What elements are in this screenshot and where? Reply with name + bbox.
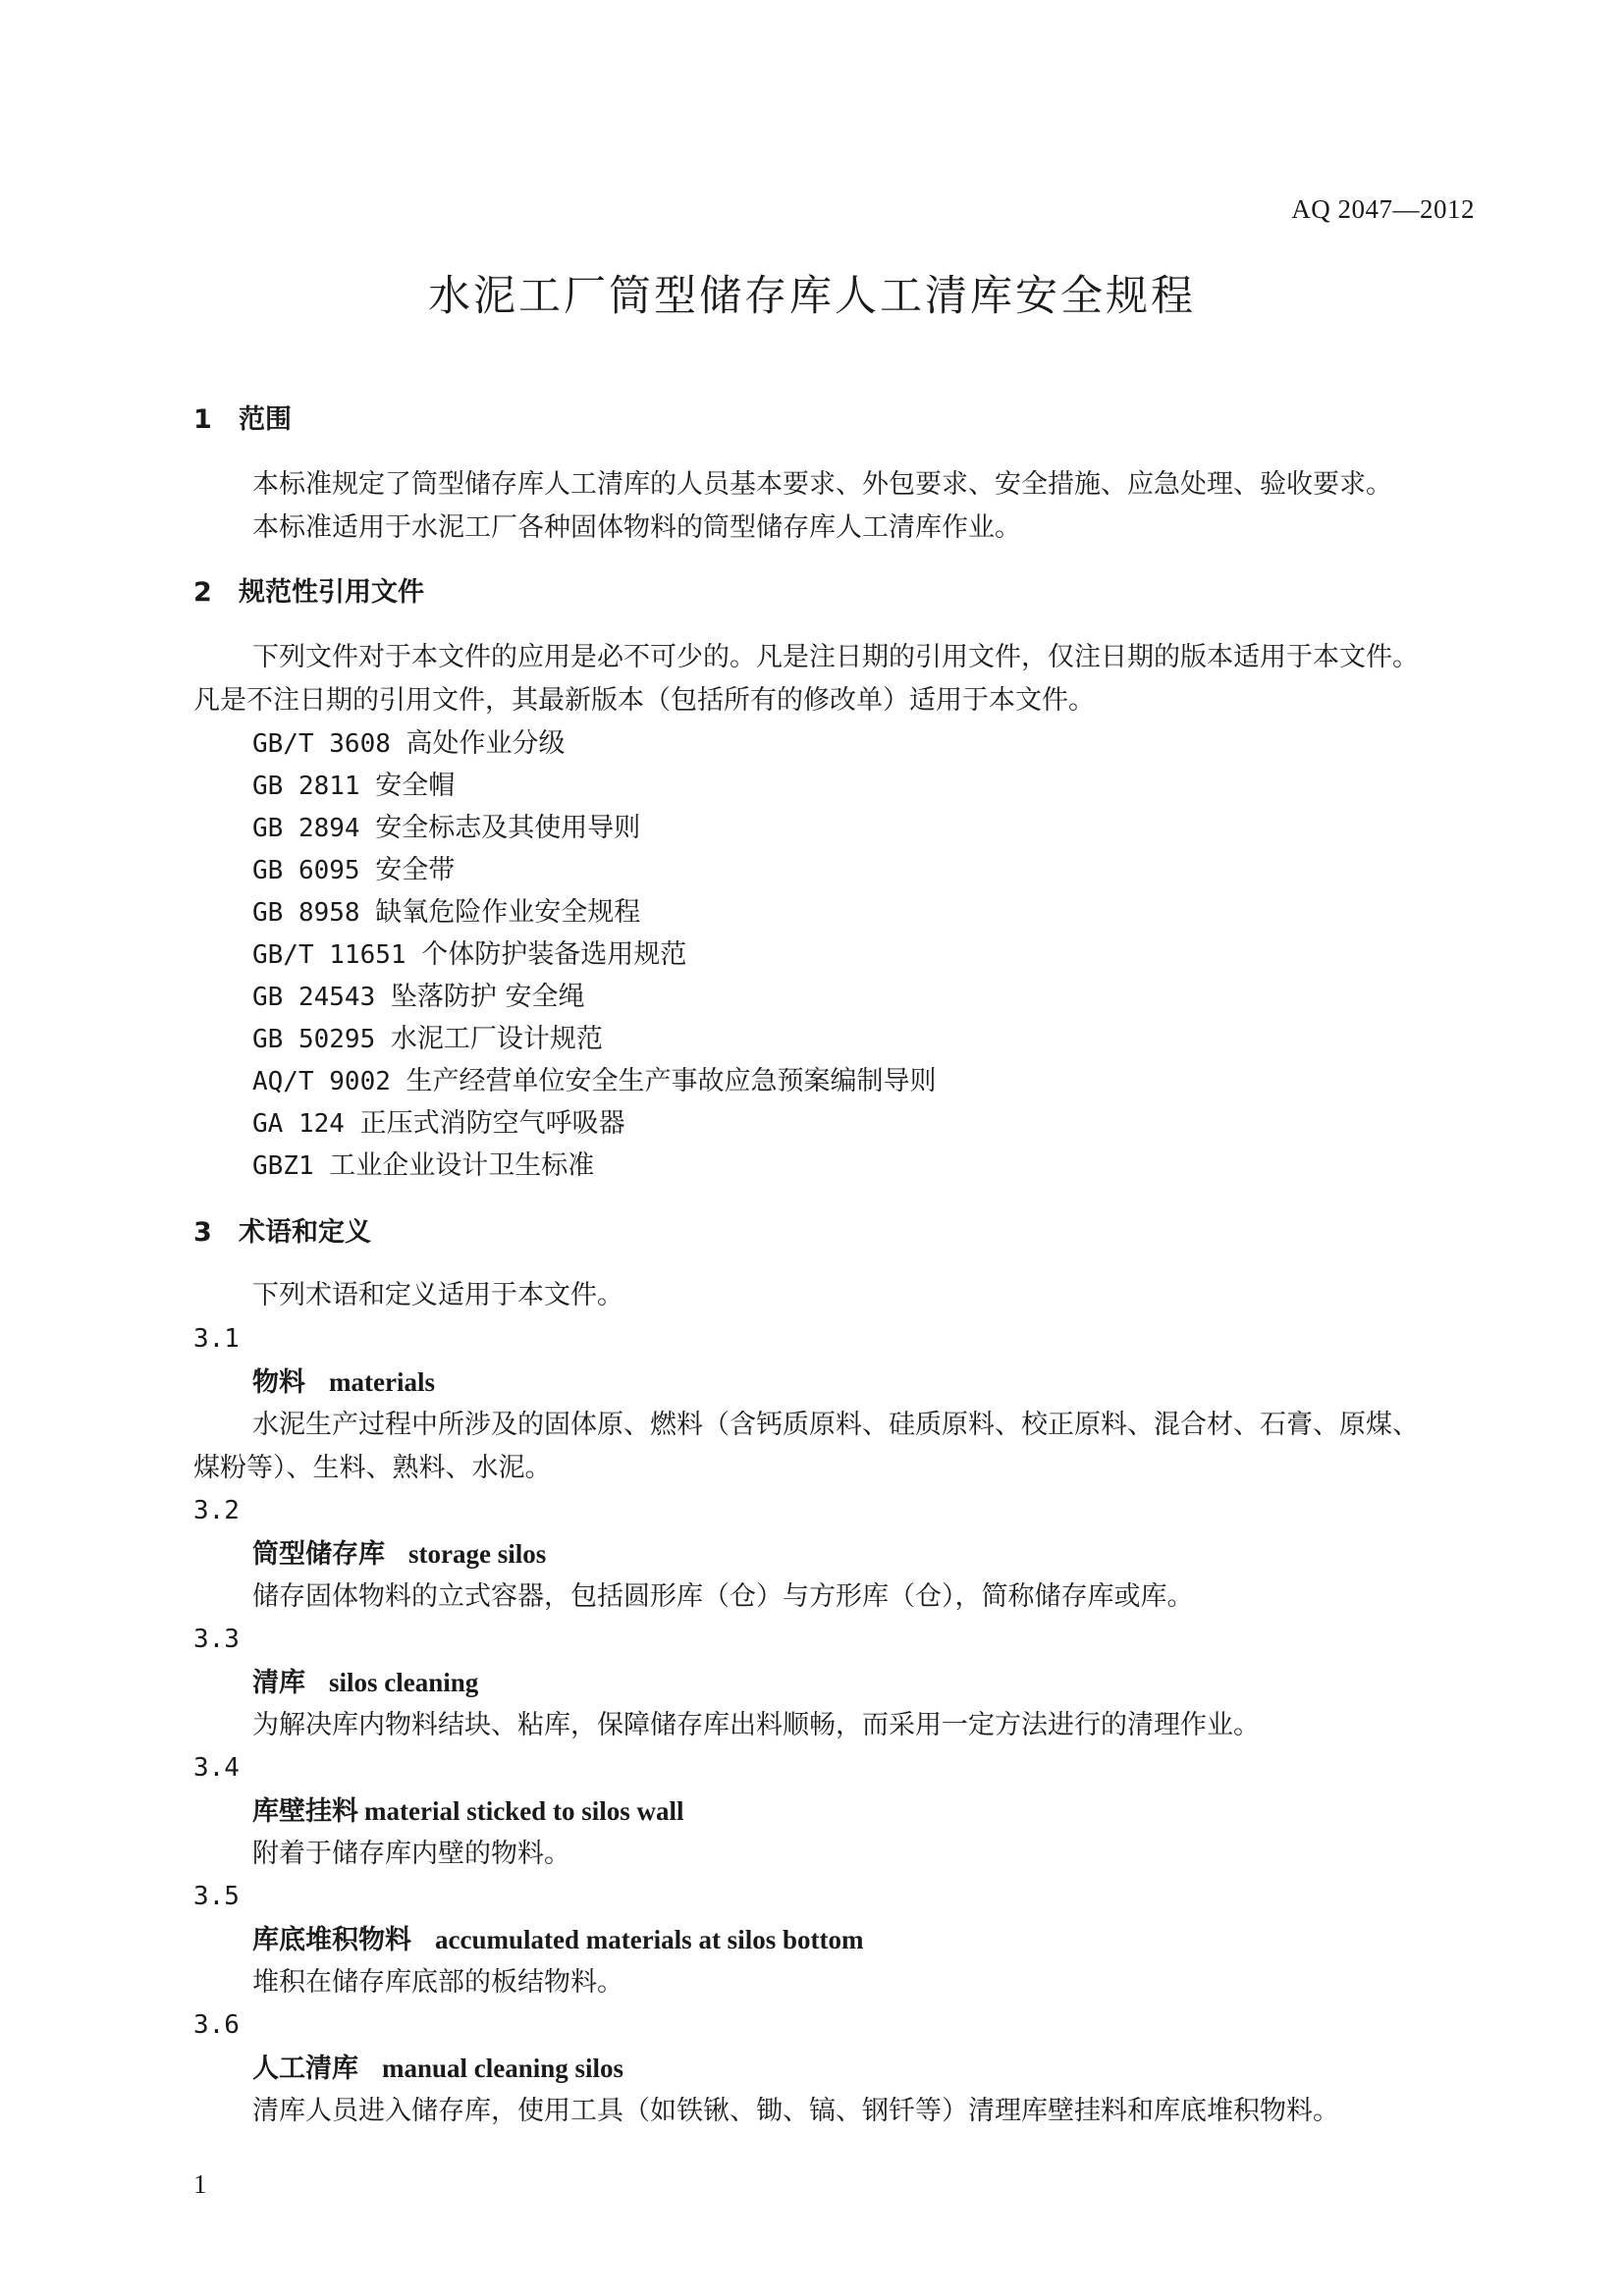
clause-number: 3.3	[193, 1625, 240, 1654]
clause-number: 3.2	[193, 1496, 240, 1525]
term-heading: 库壁挂料 material sticked to silos wall	[252, 1796, 684, 1827]
reference-item: GB 8958 缺氧危险作业安全规程	[252, 897, 641, 928]
reference-item: GB 6095 安全带	[252, 855, 456, 885]
reference-item: GB 24543 坠落防护 安全绳	[252, 982, 585, 1012]
term-definition: 为解决库内物料结块、粘库，保障储存库出料顺畅，而采用一定方法进行的清理作业。	[252, 1710, 1260, 1740]
term-heading: 库底堆积物料 accumulated materials at silos bottom	[252, 1925, 864, 1955]
standard-code: AQ 2047—2012	[1291, 194, 1475, 224]
clause-number: 3.5	[193, 1882, 240, 1911]
term-heading: 清库 silos cleaning	[252, 1668, 479, 1698]
reference-item: GBZ1 工业企业设计卫生标准	[252, 1150, 595, 1181]
normative-intro-line-1: 下列文件对于本文件的应用是必不可少的。凡是注日期的引用文件，仅注日期的版本适用于本文件。	[252, 642, 1419, 672]
terms-intro: 下列术语和定义适用于本文件。	[252, 1280, 623, 1310]
page-number: 1	[193, 2169, 207, 2199]
term-definition: 堆积在储存库底部的板结物料。	[252, 1967, 623, 1998]
reference-item: GB/T 11651 个体防护装备选用规范	[252, 939, 687, 970]
reference-item: GB 50295 水泥工厂设计规范	[252, 1024, 603, 1054]
document-title: 水泥工厂筒型储存库人工清库安全规程	[428, 272, 1196, 321]
clause-number: 3.6	[193, 2010, 240, 2040]
term-definition-continued: 煤粉等）、生料、熟料、水泥。	[193, 1453, 552, 1483]
term-definition: 附着于储存库内壁的物料。	[252, 1839, 570, 1869]
term-definition: 水泥生产过程中所涉及的固体原、燃料（含钙质原料、硅质原料、校正原料、混合材、石膏、原煤、	[252, 1410, 1419, 1440]
term-heading: 物料 materials	[252, 1367, 435, 1398]
term-heading: 人工清库 manual cleaning silos	[252, 2054, 624, 2084]
reference-item: GB 2811 安全帽	[252, 771, 456, 801]
clause-number: 3.4	[193, 1753, 240, 1783]
term-definition: 储存固体物料的立式容器，包括圆形库（仓）与方形库（仓），简称储存库或库。	[252, 1581, 1194, 1612]
reference-item: GA 124 正压式消防空气呼吸器	[252, 1108, 625, 1139]
reference-item: AQ/T 9002 生产经营单位安全生产事故应急预案编制导则	[252, 1066, 937, 1096]
section-heading-terms: 3 术语和定义	[193, 1217, 371, 1248]
section-heading-normative: 2 规范性引用文件	[193, 577, 424, 608]
term-heading: 筒型储存库 storage silos	[252, 1539, 547, 1570]
scope-paragraph-2: 本标准适用于水泥工厂各种固体物料的筒型储存库人工清库作业。	[252, 512, 1021, 543]
scope-paragraph-1: 本标准规定了筒型储存库人工清库的人员基本要求、外包要求、安全措施、应急处理、验收要求。	[252, 469, 1392, 500]
clause-number: 3.1	[193, 1324, 240, 1354]
reference-item: GB 2894 安全标志及其使用导则	[252, 813, 641, 843]
section-heading-scope: 1 范围	[193, 404, 292, 435]
normative-intro-line-2: 凡是不注日期的引用文件，其最新版本（包括所有的修改单）适用于本文件。	[193, 685, 1095, 716]
reference-item: GB/T 3608 高处作业分级	[252, 728, 566, 759]
term-definition: 清库人员进入储存库，使用工具（如铁锹、锄、镐、钢钎等）清理库壁挂料和库底堆积物料。	[252, 2096, 1339, 2126]
